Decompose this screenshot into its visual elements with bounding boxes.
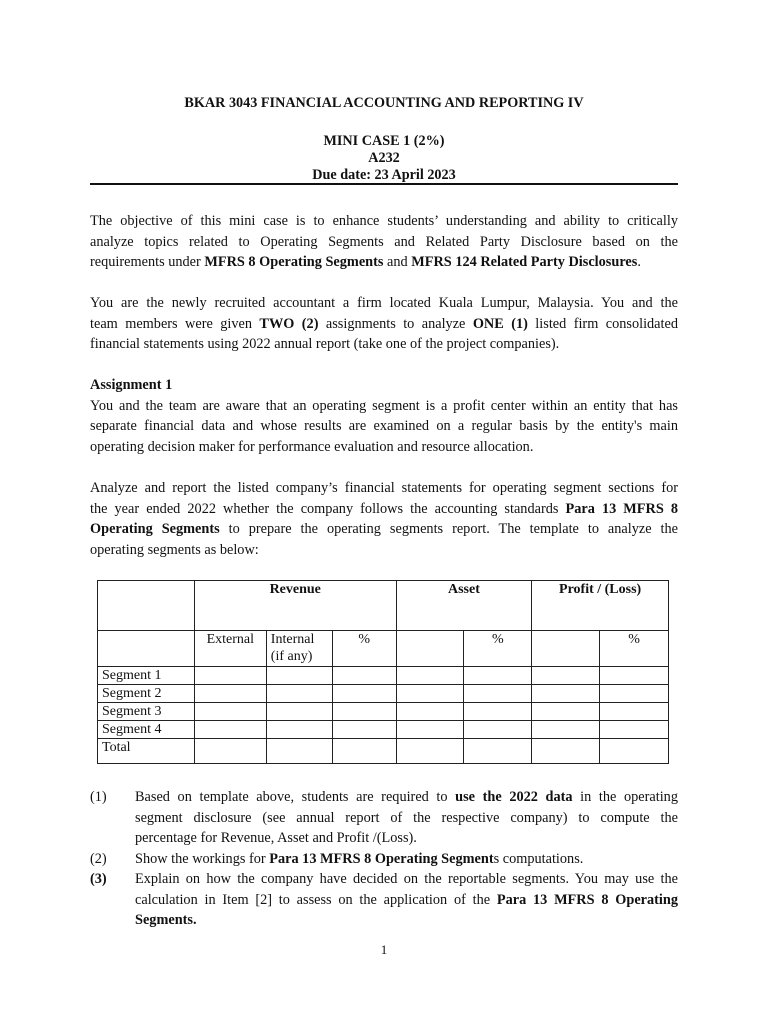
table-corner-cell (98, 581, 195, 631)
external-subheader: External (194, 631, 266, 667)
term-code: A232 (368, 150, 400, 166)
table-row (98, 721, 669, 739)
row-label: Segment 3 (98, 703, 195, 721)
internal-subheader: Internal (if any) (266, 631, 332, 667)
analyze-line-1: Analyze and report the listed company’s financial statements for operating segment sections for (90, 480, 678, 496)
role-line-3: financial statements using 2022 annual report (take one of the project companies). (90, 336, 560, 353)
table-header-row (98, 581, 669, 631)
item-number: (1) (90, 789, 107, 805)
item-text: Explain on how the company have decided on the reportable segments. You may use the calculation in Item [2] to assess on the application of the Para 13 MFRS 8 Operating Segments. (135, 871, 678, 929)
row-label: Total (98, 739, 195, 764)
assignment-line-2: separate financial data and whose results are examined on a regular basis by the entity's main (90, 418, 678, 435)
intro-line-1: The objective of this mini case is to enhance students’ understanding and ability to critically (90, 213, 678, 229)
table-total-row (98, 739, 669, 764)
assignment-section (90, 375, 678, 458)
header-divider (90, 183, 678, 185)
revenue-pct-subheader: % (332, 631, 396, 667)
table-subheader-row (98, 631, 669, 667)
intro-line-2: analyze topics related to Operating Segments and Related Party Disclosure based on the (90, 233, 678, 250)
intro-paragraph (90, 211, 678, 273)
analyze-line-2: the year ended 2022 whether the company follows the accounting standards Para 13 MFRS 8 (90, 500, 679, 517)
table-row (98, 667, 669, 685)
asset-pct-subheader: % (464, 631, 532, 667)
table-row (98, 703, 669, 721)
item-number: (3) (90, 871, 107, 887)
case-title: MINI CASE 1 (2%) (323, 133, 445, 149)
item-text: Based on template above, students are required to use the 2022 data in the operating segment disclosure (see annual report of the respective company) to compute the percentage for Revenue, Asset and Profit /(Loss). (135, 789, 678, 847)
row-label: Segment 2 (98, 685, 195, 703)
profit-loss-header: Profit / (Loss) (532, 581, 669, 631)
asset-header: Asset (396, 581, 532, 631)
item-text: Show the workings for Para 13 MFRS 8 Operating Segments computations. (135, 851, 584, 867)
assignment-line-1: You and the team are aware that an operating segment is a profit center within an entity that has (90, 397, 678, 414)
intro-line-3: requirements under MFRS 8 Operating Segments and MFRS 124 Related Party Disclosures. (90, 254, 641, 271)
segment-template-table (97, 580, 669, 764)
analyze-line-3: Operating Segments to prepare the operating segments report. The template to analyze the (90, 521, 678, 538)
role-line-2: team members were given TWO (2) assignments to analyze ONE (1) listed firm consolidated (90, 315, 678, 332)
page-number: 1 (380, 942, 388, 957)
profit-pct-subheader: % (600, 631, 669, 667)
due-date: Due date: 23 April 2023 (312, 167, 456, 183)
table-row (98, 685, 669, 703)
analyze-paragraph (90, 478, 678, 561)
assignment-title: Assignment 1 (90, 377, 173, 393)
course-title: BKAR 3043 FINANCIAL ACCOUNTING AND REPORTING IV (184, 95, 584, 111)
item-number: (2) (90, 851, 107, 867)
analyze-line-4: operating segments as below: (90, 542, 259, 559)
row-label: Segment 4 (98, 721, 195, 739)
role-paragraph (90, 293, 678, 355)
role-line-1: You are the newly recruited accountant a firm located Kuala Lumpur, Malaysia. You and the (90, 295, 678, 311)
row-label: Segment 1 (98, 667, 195, 685)
revenue-header: Revenue (194, 581, 396, 631)
assignment-line-3: operating decision maker for performance evaluation and resource allocation. (90, 439, 534, 456)
